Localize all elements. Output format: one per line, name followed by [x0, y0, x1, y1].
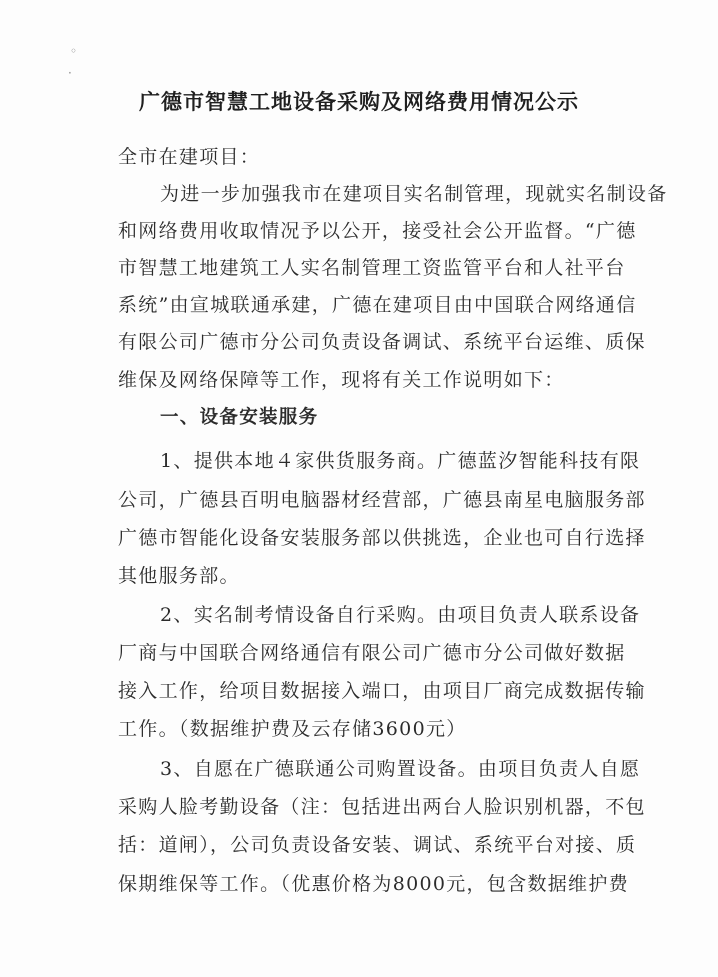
- paragraph-line: 2、实名制考情设备自行采购。由项目负责人联系设备: [160, 604, 641, 626]
- paragraph-line: 接入工作，给项目数据接入端口，由项目厂商完成数据传输: [118, 680, 646, 702]
- salutation: 全市在建项目：: [118, 146, 261, 168]
- scan-speck: ·: [68, 66, 72, 80]
- paragraph-line: 厂商与中国联合网络通信有限公司广德市分公司做好数据: [118, 642, 626, 664]
- paragraph-line: 广德市智能化设备安装服务部以供挑选，企业也可自行选择: [118, 527, 646, 549]
- paragraph-line: 采购人脸考勤设备（注：包括进出两台人脸识别机器，不包: [118, 796, 646, 818]
- paragraph-line: 系统”由宣城联通承建，广德在建项目由中国联合网络通信: [118, 294, 637, 316]
- paragraph-line: 公司，广德县百明电脑器材经营部，广德县南星电脑服务部: [118, 489, 646, 511]
- scan-speck: ◦: [70, 44, 78, 58]
- document-title: 广德市智慧工地设备采购及网络费用情况公示: [139, 90, 579, 114]
- paragraph-line: 和网络费用收取情况予以公开，接受社会公开监督。“广德: [118, 220, 637, 242]
- paragraph-line: 为进一步加强我市在建项目实名制管理，现就实名制设备: [160, 183, 668, 205]
- paragraph-line: 市智慧工地建筑工人实名制管理工资监管平台和人社平台: [118, 257, 626, 279]
- paragraph-line: 1、提供本地４家供货服务商。广德蓝汐智能科技有限: [160, 450, 641, 472]
- paragraph-line: 维保及网络保障等工作，现将有关工作说明如下：: [118, 369, 565, 391]
- paragraph-line: 有限公司广德市分公司负责设备调试、系统平台运维、质保: [118, 331, 646, 353]
- paragraph-line: 其他服务部。: [118, 565, 240, 587]
- paragraph-line: 保期维保等工作。（优惠价格为8000元，包含数据维护费: [118, 873, 629, 895]
- paragraph-line: 3、自愿在广德联通公司购置设备。由项目负责人自愿: [160, 758, 641, 780]
- paragraph-line: 工作。（数据维护费及云存储3600元）: [118, 718, 467, 740]
- paragraph-line: 括：道闸），公司负责设备安装、调试、系统平台对接、质: [118, 834, 637, 856]
- section-heading: 一、设备安装服务: [160, 407, 319, 428]
